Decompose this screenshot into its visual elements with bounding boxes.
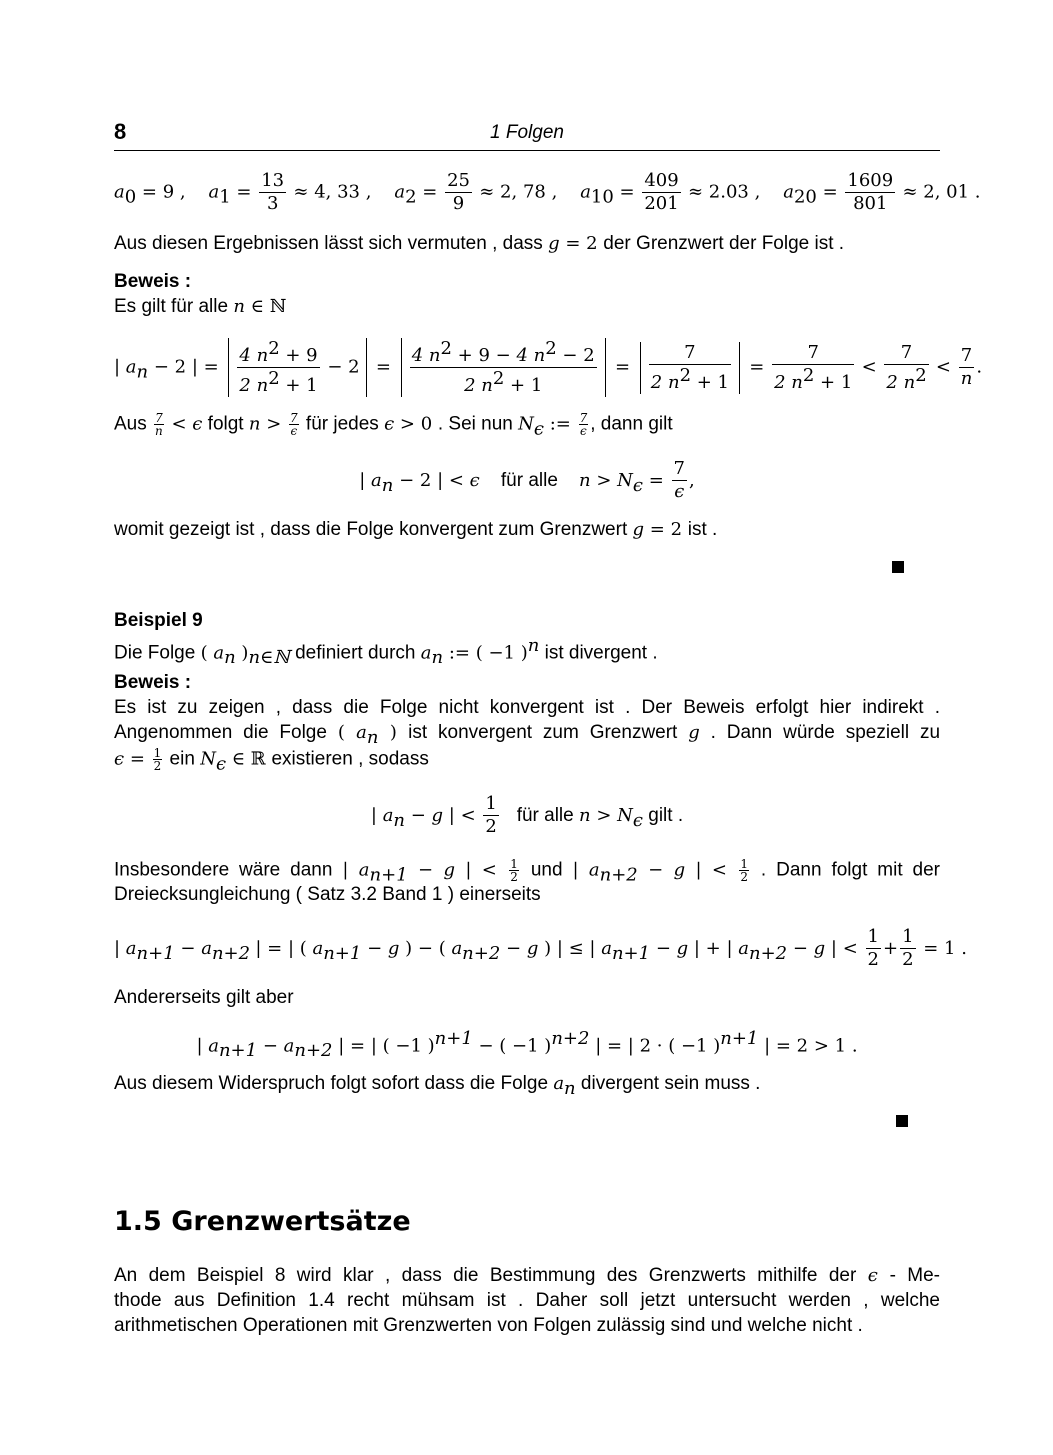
page-number: 8 <box>114 119 127 144</box>
example-paragraph-2: Angenommen die Folge ( $a_n$ ) ist konvergent zum Grenzwert g . Dann würde speziell zu <box>114 722 941 748</box>
conjecture-text: Aus diesen Ergebnissen lässt sich vermuten , dass g = 2 der Grenzwert der Folge ist . <box>114 233 845 254</box>
example-statement: Die Folge ( $a_n$ )$_{n\in ℕ}$ definiert durch $a_n$ := ( −1 )$^n$ ist divergent . <box>114 635 658 669</box>
proof-conclusion: womit gezeigt ist , dass die Folge konvergent zum Grenzwert g = 2 ist . <box>114 519 718 540</box>
proof-heading: Beweis : <box>114 271 192 292</box>
header-rule <box>114 150 940 151</box>
section-paragraph-2: thode aus Definition 1.4 recht mühsam ist . Daher soll jetzt untersucht werden , welche <box>114 1290 940 1311</box>
running-title: 1 Folgen <box>490 122 564 143</box>
example-paragraph-4: Insbesondere wäre dann | $a_{n+1} - g$ | < $\frac{1}{2}$ und | $a_{n+2} - g$ | < $\frac{1}{2}$ . Dann folgt mit der <box>114 857 941 886</box>
example-heading: Beispiel 9 <box>114 610 203 631</box>
triangle-inequality-formula: | $a_{n+1} - a_{n+2}$ | = | ( $a_{n+1} - g$ ) − ( $a_{n+2} - g$ ) | ≤ | $a_{n+1} - g$ | + | $a_{n+2} - g$ | < $\frac{1}{2}$ + $\frac{1}{2}$ = 1 . <box>114 926 967 971</box>
estimate-formula: | $a_n - 2$ | = $\frac{4 n^2 + 9}{2 n^2 + 1}$ − 2 = $\frac{4 n^2 + 9 - 4 n^2 - 2}{2 n^2 + 1}$ = $\frac{7}{2 n^2 + 1}$ = $\frac{7}{2 n^2 + 1}$ < $\frac{7}{2 n^2}$ < $\frac{7}{n}$ . <box>114 338 983 396</box>
section-paragraph-3: arithmetischen Operationen mit Grenzwerten von Folgen zulässig sind und welche nicht . <box>114 1315 863 1336</box>
display-assumption: | $a_n - g$ | < $\frac{1}{2}$ für alle $n > N_\epsilon$ gilt . <box>370 793 684 838</box>
section-paragraph-1: An dem Beispiel 8 wird klar , dass die Bestimmung des Grenzwerts mithilfe der ϵ - Me- <box>114 1265 941 1286</box>
contradiction-formula: | $a_{n+1} - a_{n+2}$ | = | ( −1 )$^{n+1}$ − ( −1 )$^{n+2}$ | = | 2 · ( −1 )$^{n+1}$ | = 2 > 1 . <box>196 1028 858 1062</box>
example-paragraph-3: ϵ = $\frac{1}{2}$ ein $N_\epsilon$ ∈ ℝ existieren , sodass <box>114 746 429 775</box>
example-proof-heading: Beweis : <box>114 672 192 693</box>
example-paragraph-5: Dreiecksungleichung ( Satz 3.2 Band 1 ) einerseits <box>114 884 541 905</box>
qed-mark <box>892 561 904 573</box>
epsilon-line: Aus $\frac{7}{n}$ < ϵ folgt n > $\frac{7}{\epsilon}$ für jedes ϵ > 0 . Sei nun $N_\epsilon$ := $\frac{7}{\epsilon}$ , dann gilt <box>114 411 673 440</box>
qed-mark <box>896 1115 908 1127</box>
sequence-values-formula: $a_0 = 9$ , $a_1$ = $\frac{13}{3}$ ≈ 4, 33 , $a_2$ = $\frac{25}{9}$ ≈ 2, 78 , $a_{10}$ = $\frac{409}{201}$ ≈ 2.03 , $a_{20}$ = $\frac{1609}{801}$ ≈ 2, 01 . <box>114 170 981 214</box>
display-bound: | $a_n - 2$ | < ϵ für alle $n > N_\epsilon$ = $\frac{7}{\epsilon}$ , <box>359 458 695 503</box>
example-paragraph-1: Es ist zu zeigen , dass die Folge nicht konvergent ist . Der Beweis erfolgt hier indirekt . <box>114 697 940 718</box>
example-paragraph-7: Aus diesem Widerspruch folgt sofort dass die Folge $a_n$ divergent sein muss . <box>114 1073 761 1099</box>
section-title: 1.5 Grenzwertsätze <box>114 1206 411 1237</box>
example-paragraph-6: Andererseits gilt aber <box>114 987 294 1008</box>
for-all-line: Es gilt für alle n ∈ ℕ <box>114 296 287 317</box>
